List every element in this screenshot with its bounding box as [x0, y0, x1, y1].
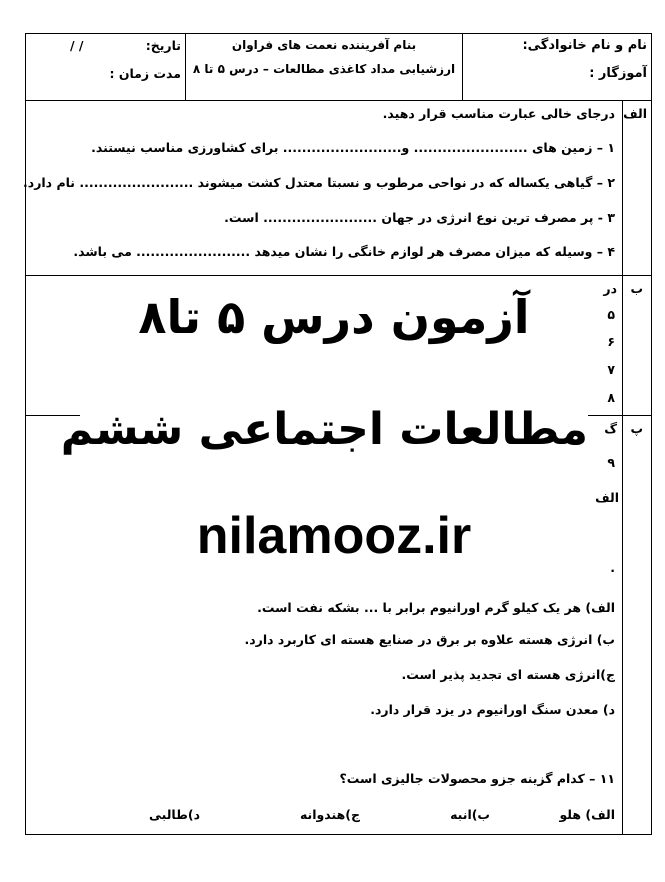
q10-option-c: ج)انرژی هسته ای تجدید پذیر است. — [401, 667, 615, 682]
q11-option-b: ب)انبه — [450, 807, 490, 822]
section-p-fragment: گ — [604, 421, 617, 436]
label-col — [622, 100, 623, 835]
watermark-overlay — [60, 276, 588, 594]
question-3: ۳ - پر مصرف ترین نوع انرژی در جهان ........................ است. — [224, 210, 615, 225]
q11-option-d: د)طالبی — [148, 807, 200, 822]
section-b-fragment: ۷ — [607, 362, 615, 377]
q10-option-b: ب) انرژی هسته علاوه بر برق در صنایع هسته ای کاربرد دارد. — [244, 632, 615, 647]
question-2: ۲ – گیاهی یکساله که در نواحی مرطوب و نسبتا معتدل کشت میشوند ........................ نام دارد. — [23, 175, 615, 190]
section-a-label: الف — [623, 106, 647, 121]
date-label: تاریخ: — [145, 38, 181, 53]
section-b-fragment: در — [603, 281, 617, 296]
section-p-fragment: الف — [595, 490, 619, 505]
border-bottom — [25, 834, 652, 835]
question-4: ۴ – وسیله که میزان مصرف هر لوازم خانگی را نشان میدهد ........................ می باشد. — [73, 244, 615, 259]
border-left — [25, 33, 26, 835]
border-right — [651, 33, 652, 835]
section-p-label: پ — [630, 421, 643, 436]
section-b-fragment: ۸ — [607, 390, 615, 405]
q10-option-d: د) معدن سنگ اورانیوم در یزد قرار دارد. — [370, 702, 615, 717]
section-a-instruction: درجای خالی عبارت مناسب قرار دهید. — [382, 106, 615, 121]
border-top — [25, 33, 652, 34]
watermark-title: آزمون درس ۵ تا۸ — [138, 290, 530, 344]
watermark-site: nilamooz.ir — [196, 507, 472, 565]
header-col-2 — [462, 33, 463, 100]
section-b-label: ب — [630, 281, 643, 296]
header-divider — [25, 100, 652, 101]
question-11: ۱۱ – کدام گزینه جزو محصولات جالیزی است؟ — [339, 771, 615, 786]
q11-option-a: الف) هلو — [559, 807, 615, 822]
header-col-1 — [185, 33, 186, 100]
exam-subtitle: ارزشیابی مداد کاغذی مطالعات – درس ۵ تا ۸ — [192, 62, 456, 76]
teacher-label: آموزگار : — [589, 66, 647, 81]
section-p-fragment: . — [610, 560, 615, 575]
q10-option-a: الف) هر یک کیلو گرم اورانیوم برابر با ... بشکه نفت است. — [257, 600, 615, 615]
watermark-subject: مطالعات اجتماعی ششم — [60, 404, 588, 455]
page-title: بنام آفریننده نعمت های فراوان — [231, 38, 417, 52]
section-b-fragment: ۵ — [607, 307, 615, 322]
section-p-fragment: ۹ — [607, 455, 615, 470]
question-1: ۱ – زمین های ........................ و......................... برای کشاورزی مناسب نیستند. — [91, 140, 615, 155]
name-label: نام و نام خانوادگی: — [522, 38, 647, 53]
date-field: / / — [70, 38, 84, 53]
q11-option-c: ج)هندوانه — [299, 807, 360, 822]
section-b-fragment: ۶ — [607, 334, 615, 349]
duration-label: مدت زمان : — [109, 66, 181, 81]
